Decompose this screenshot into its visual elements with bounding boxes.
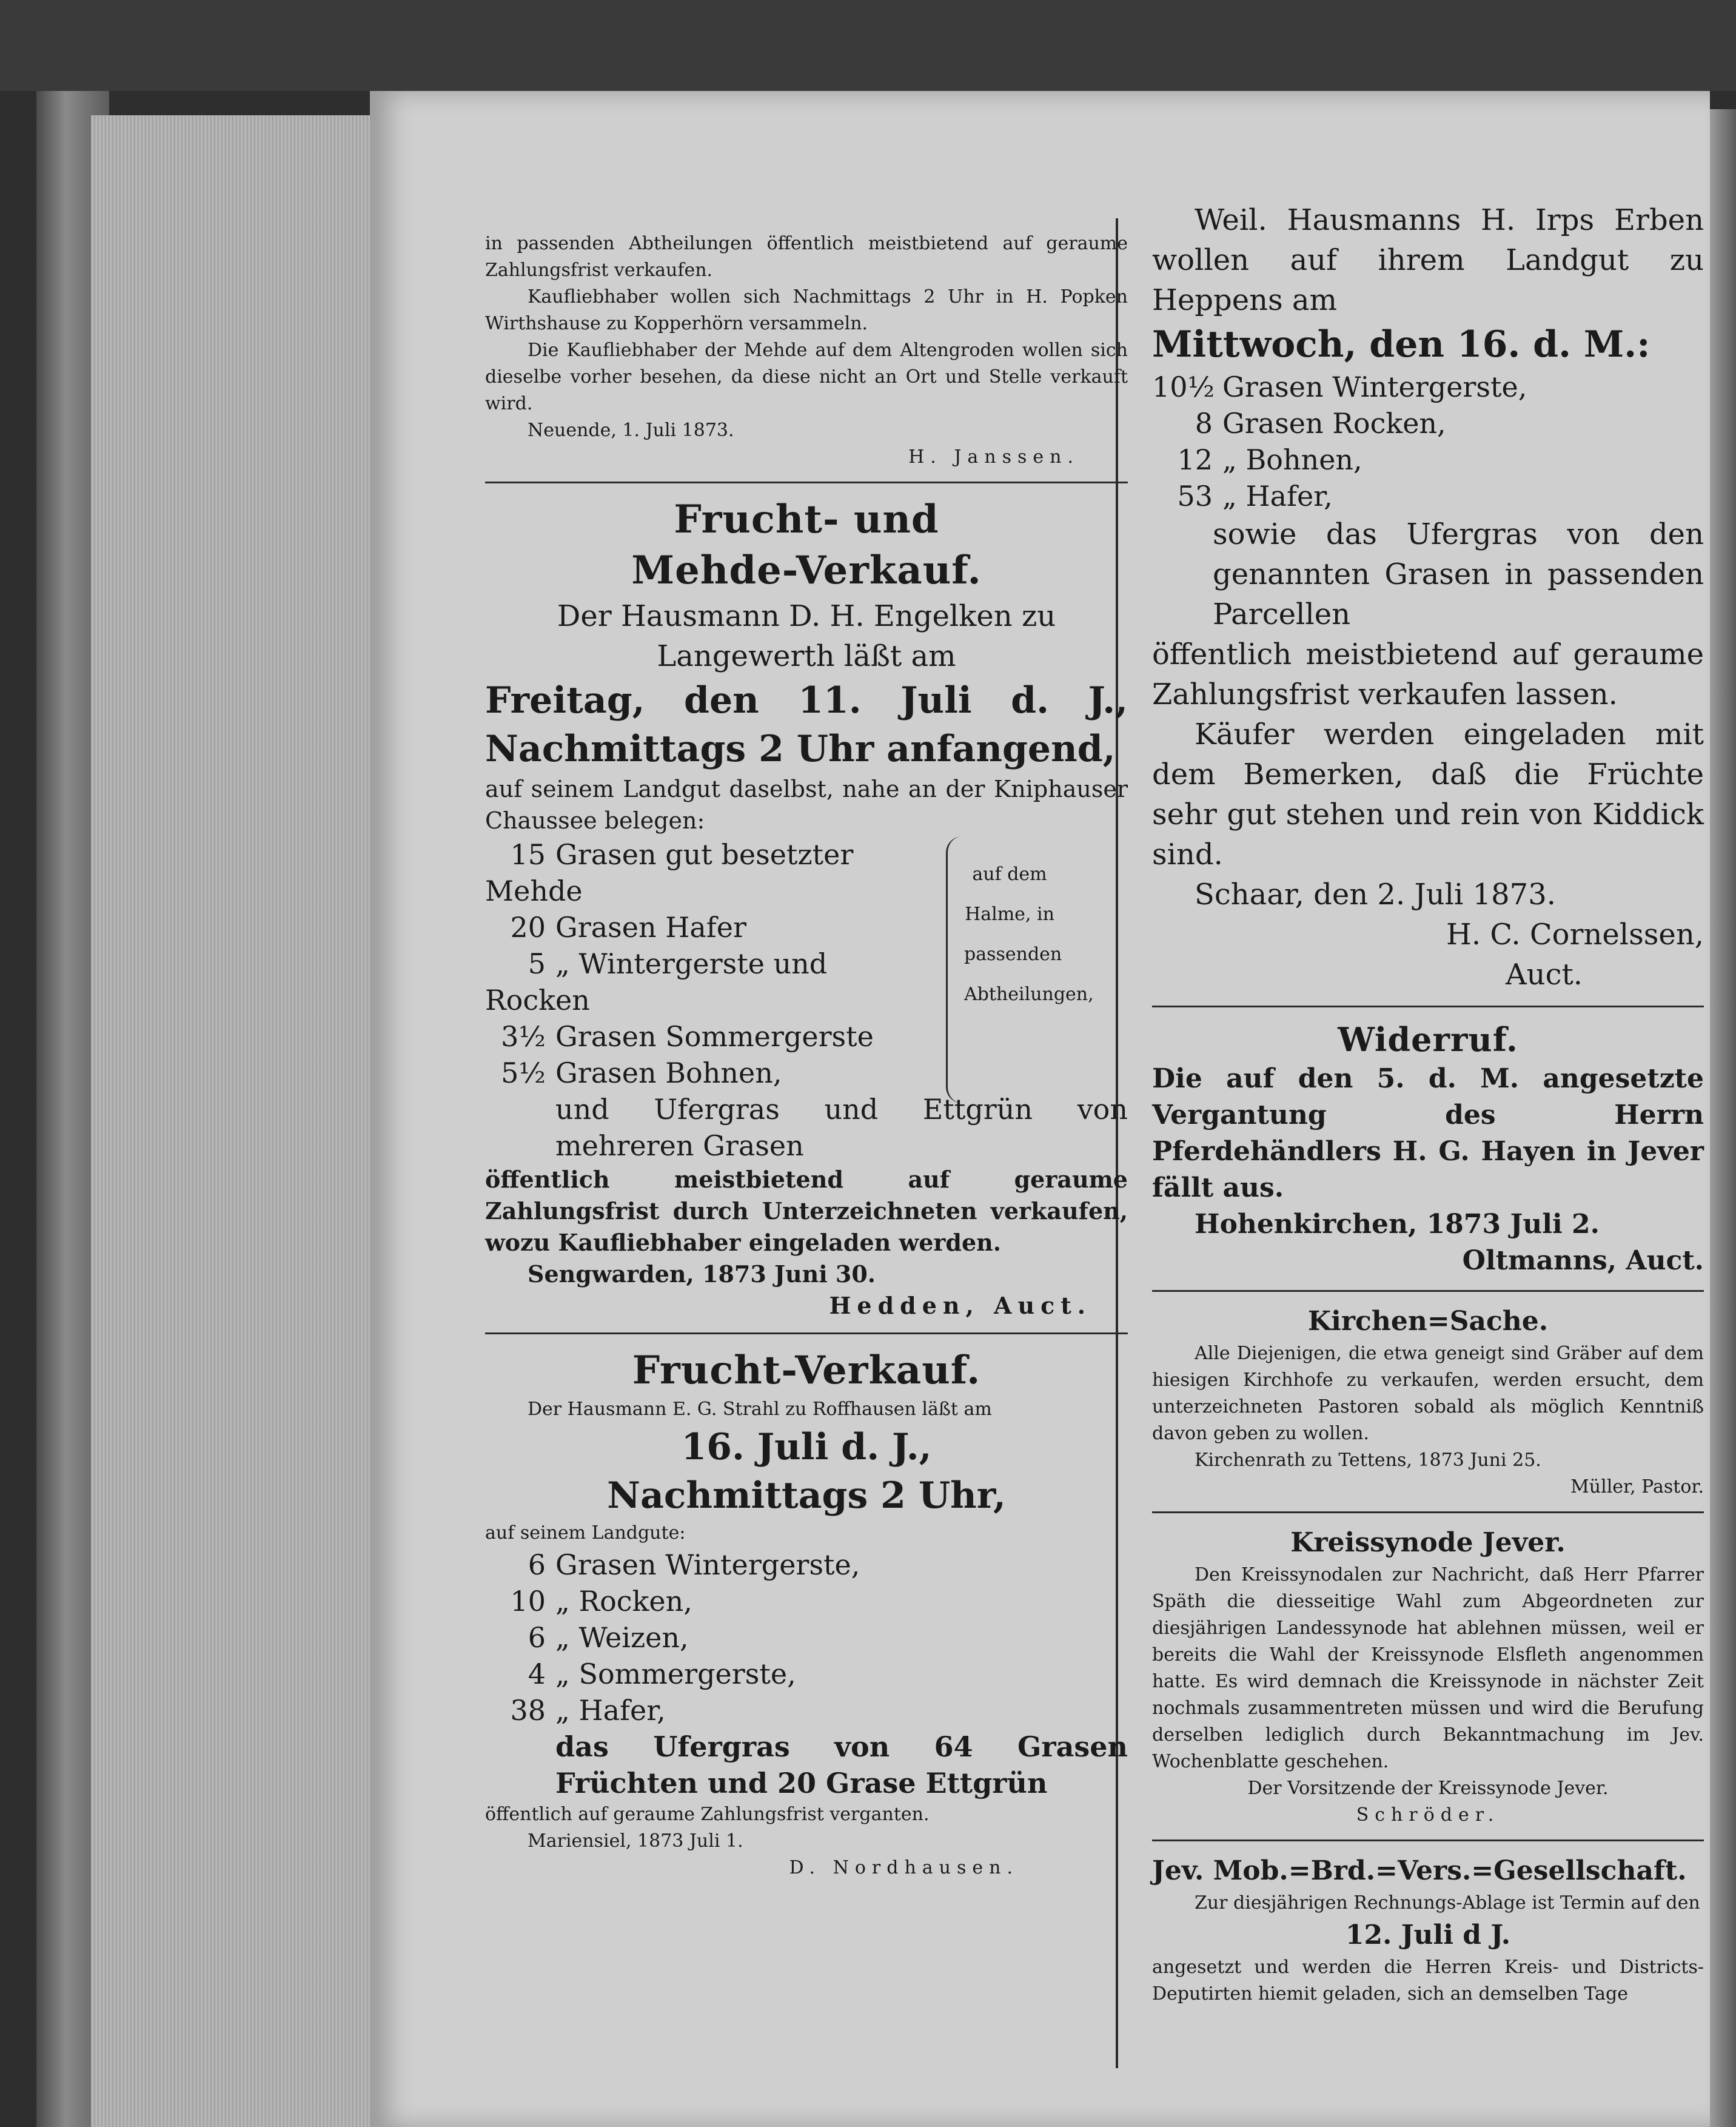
ad-signature: Oltmanns, Auct. bbox=[1462, 1245, 1704, 1276]
ad-title: Mehde-Verkauf. bbox=[631, 548, 982, 593]
list-item: 20 Grasen Hafer bbox=[510, 911, 747, 944]
ad-widerruf bbox=[1152, 1018, 1704, 1279]
list-item: 5 „ Wintergerste und Rocken bbox=[485, 947, 828, 1016]
separator bbox=[485, 1332, 1128, 1334]
ad-intro: Weil. Hausmanns H. Irps Erben wollen auf ihrem Landgut zu Heppens am bbox=[1152, 203, 1704, 317]
ad-title: Kirchen=Sache. bbox=[1307, 1306, 1549, 1337]
ad-frucht-mehde bbox=[485, 494, 1128, 1322]
list-item: 15 Grasen gut besetzter Mehde bbox=[485, 838, 854, 907]
ad-body: öffentlich auf geraume Zahlungsfrist verganten. bbox=[485, 1804, 930, 1825]
list-item: 5½ Grasen Bohnen, bbox=[501, 1057, 782, 1089]
ad-irps bbox=[1152, 200, 1704, 995]
item-list bbox=[485, 836, 1128, 1091]
notice-place: Neuende, 1. Juli 1873. bbox=[528, 420, 734, 441]
notice-text: Die Kaufliebhaber der Mehde auf dem Altengroden wollen sich dieselbe vorher besehen, da diese nicht an Ort und Stelle verkauft wird. bbox=[485, 340, 1128, 414]
separator bbox=[1152, 1006, 1704, 1007]
list-item: 53 „ Hafer, bbox=[1177, 480, 1333, 512]
list-item: 6 „ Weizen, bbox=[528, 1621, 689, 1654]
separator bbox=[1152, 1290, 1704, 1292]
list-item: 4 „ Sommergerste, bbox=[528, 1658, 796, 1690]
ad-signature: Schröder. bbox=[1356, 1804, 1500, 1826]
ad-title: Frucht-Verkauf. bbox=[632, 1348, 981, 1393]
ad-extra: das Ufergras von 64 Grasen Früchten und 20 Grase Ettgrün bbox=[555, 1730, 1128, 1799]
list-item: 8 Grasen Rocken, bbox=[1195, 407, 1446, 440]
ad-date: 16. Juli d. J., bbox=[681, 1426, 932, 1468]
separator bbox=[1152, 1511, 1704, 1513]
ad-date: Mittwoch, den 16. d. M.: bbox=[1152, 323, 1651, 366]
ad-frucht-verkauf bbox=[485, 1345, 1128, 1881]
list-item: 3½ Grasen Sommergerste bbox=[501, 1020, 874, 1053]
separator bbox=[1152, 1840, 1704, 1841]
ad-intro: Der Hausmann D. H. Engelken zu Langewerth läßt am bbox=[557, 599, 1056, 673]
ad-gesellschaft bbox=[1152, 1852, 1704, 2008]
ad-body: Die auf den 5. d. M. angesetzte Vergantung des Herrn Pferdehändlers H. G. Hayen in Jever fällt aus. bbox=[1152, 1063, 1704, 1203]
brace-note: auf dem Halme, in passenden Abtheilungen, bbox=[964, 864, 1094, 1005]
separator bbox=[485, 482, 1128, 483]
list-item: 10 „ Rocken, bbox=[510, 1585, 692, 1618]
ad-kreissynode bbox=[1152, 1524, 1704, 1829]
ad-place: Kirchenrath zu Tettens, 1873 Juni 25. bbox=[1195, 1450, 1541, 1471]
ad-date: Freitag, den 11. Juli d. J., Nachmittags 2 Uhr anfangend, bbox=[485, 679, 1128, 770]
ad-location: auf seinem Landgut daselbst, nahe an der Kniphauser Chaussee belegen: bbox=[485, 776, 1128, 834]
ad-time: Nachmittags 2 Uhr, bbox=[607, 1474, 1006, 1517]
ad-signature: Der Vorsitzende der Kreissynode Jever. bbox=[1247, 1778, 1609, 1799]
notice-signature: H. Janssen. bbox=[908, 446, 1079, 468]
background-top bbox=[0, 0, 1736, 91]
ad-place: Mariensiel, 1873 Juli 1. bbox=[528, 1830, 743, 1852]
ad-body: Käufer werden eingeladen mit dem Bemerken, daß die Früchte sehr gut stehen und rein von Kiddick sind. bbox=[1152, 717, 1704, 872]
list-item: 12 „ Bohnen, bbox=[1177, 443, 1362, 476]
ad-signature: D. Nordhausen. bbox=[789, 1857, 1019, 1878]
ad-date: 12. Juli d J. bbox=[1345, 1920, 1511, 1951]
adjacent-page-edge bbox=[1710, 109, 1736, 2127]
ad-extra: und Ufergras und Ettgrün von mehreren Grasen bbox=[555, 1093, 1128, 1162]
ad-body: angesetzt und werden die Herren Kreis- und Districts-Deputirten hiemit geladen, sich an demselben Tage bbox=[1152, 1957, 1704, 2004]
ad-signature: Müller, Pastor. bbox=[1570, 1476, 1704, 1497]
ad-extra: sowie das Ufergras von den genannten Grasen in passenden Parcellen bbox=[1213, 517, 1704, 631]
ad-place: Sengwarden, 1873 Juni 30. bbox=[528, 1260, 876, 1288]
list-item: 38 „ Hafer, bbox=[510, 1694, 666, 1727]
ad-signature: H. C. Cornelssen, bbox=[1446, 918, 1704, 952]
ad-body: öffentlich meistbietend auf geraume Zahlungsfrist verkaufen lassen. bbox=[1152, 637, 1704, 711]
ad-place: Schaar, den 2. Juli 1873. bbox=[1195, 878, 1556, 912]
ad-body: Alle Diejenigen, die etwa geneigt sind Gräber auf dem hiesigen Kirchhofe zu verkaufen, werden ersucht, dem unterzeichneten Pastoren sobald als möglich Kenntniß davon geben zu wollen. bbox=[1152, 1343, 1704, 1444]
ad-body: Den Kreissynodalen zur Nachricht, daß Herr Pfarrer Späth die diesseitige Wahl zum Abgeordneten zur diesjährigen Landessynode hat ablehnen müssen, weil er bereits die Wahl der Kreissynode Elsfleth angenommen hatte. Es wird demnach die Kreissynode in nächster Zeit nochmals zusammentreten müssen und wird die Berufung derselben lediglich durch Bekanntmachung im Jev. Wochenblatte geschehen. bbox=[1152, 1564, 1704, 1772]
ad-title: Widerruf. bbox=[1338, 1020, 1518, 1059]
right-column bbox=[1152, 115, 1704, 2008]
list-item: 10½ Grasen Wintergerste, bbox=[1152, 371, 1527, 403]
brace bbox=[946, 836, 962, 1103]
ad-kirchen-sache bbox=[1152, 1303, 1704, 1500]
ad-intro: Der Hausmann E. G. Strahl zu Roffhausen läßt am bbox=[528, 1399, 992, 1420]
ad-intro: Zur diesjährigen Rechnungs-Ablage ist Termin auf den bbox=[1195, 1892, 1700, 1914]
page-stack bbox=[91, 115, 376, 2127]
ad-title: Kreissynode Jever. bbox=[1290, 1527, 1566, 1558]
ad-place: Hohenkirchen, 1873 Juli 2. bbox=[1195, 1209, 1600, 1240]
notice-text: Kaufliebhaber wollen sich Nachmittags 2 Uhr in H. Popken Wirthshause zu Kopperhörn versammeln. bbox=[485, 286, 1128, 334]
ad-signature: Hedden, Auct. bbox=[829, 1292, 1091, 1319]
continued-notice bbox=[485, 230, 1128, 471]
ad-title: Frucht- und bbox=[674, 497, 939, 542]
ad-title: Jev. Mob.=Brd.=Vers.=Gesellschaft. bbox=[1152, 1855, 1687, 1886]
left-column bbox=[485, 115, 1128, 1881]
notice-text: in passenden Abtheilungen öffentlich meistbietend auf geraume Zahlungsfrist verkaufen. bbox=[485, 233, 1128, 281]
ad-signature-role: Auct. bbox=[1505, 958, 1583, 992]
ad-location: auf seinem Landgute: bbox=[485, 1522, 686, 1544]
list-item: 6 Grasen Wintergerste, bbox=[528, 1548, 860, 1581]
ad-body: öffentlich meistbietend auf geraume Zahlungsfrist durch Unterzeichneten verkaufen, wozu Kaufliebhaber eingeladen werden. bbox=[485, 1166, 1128, 1256]
